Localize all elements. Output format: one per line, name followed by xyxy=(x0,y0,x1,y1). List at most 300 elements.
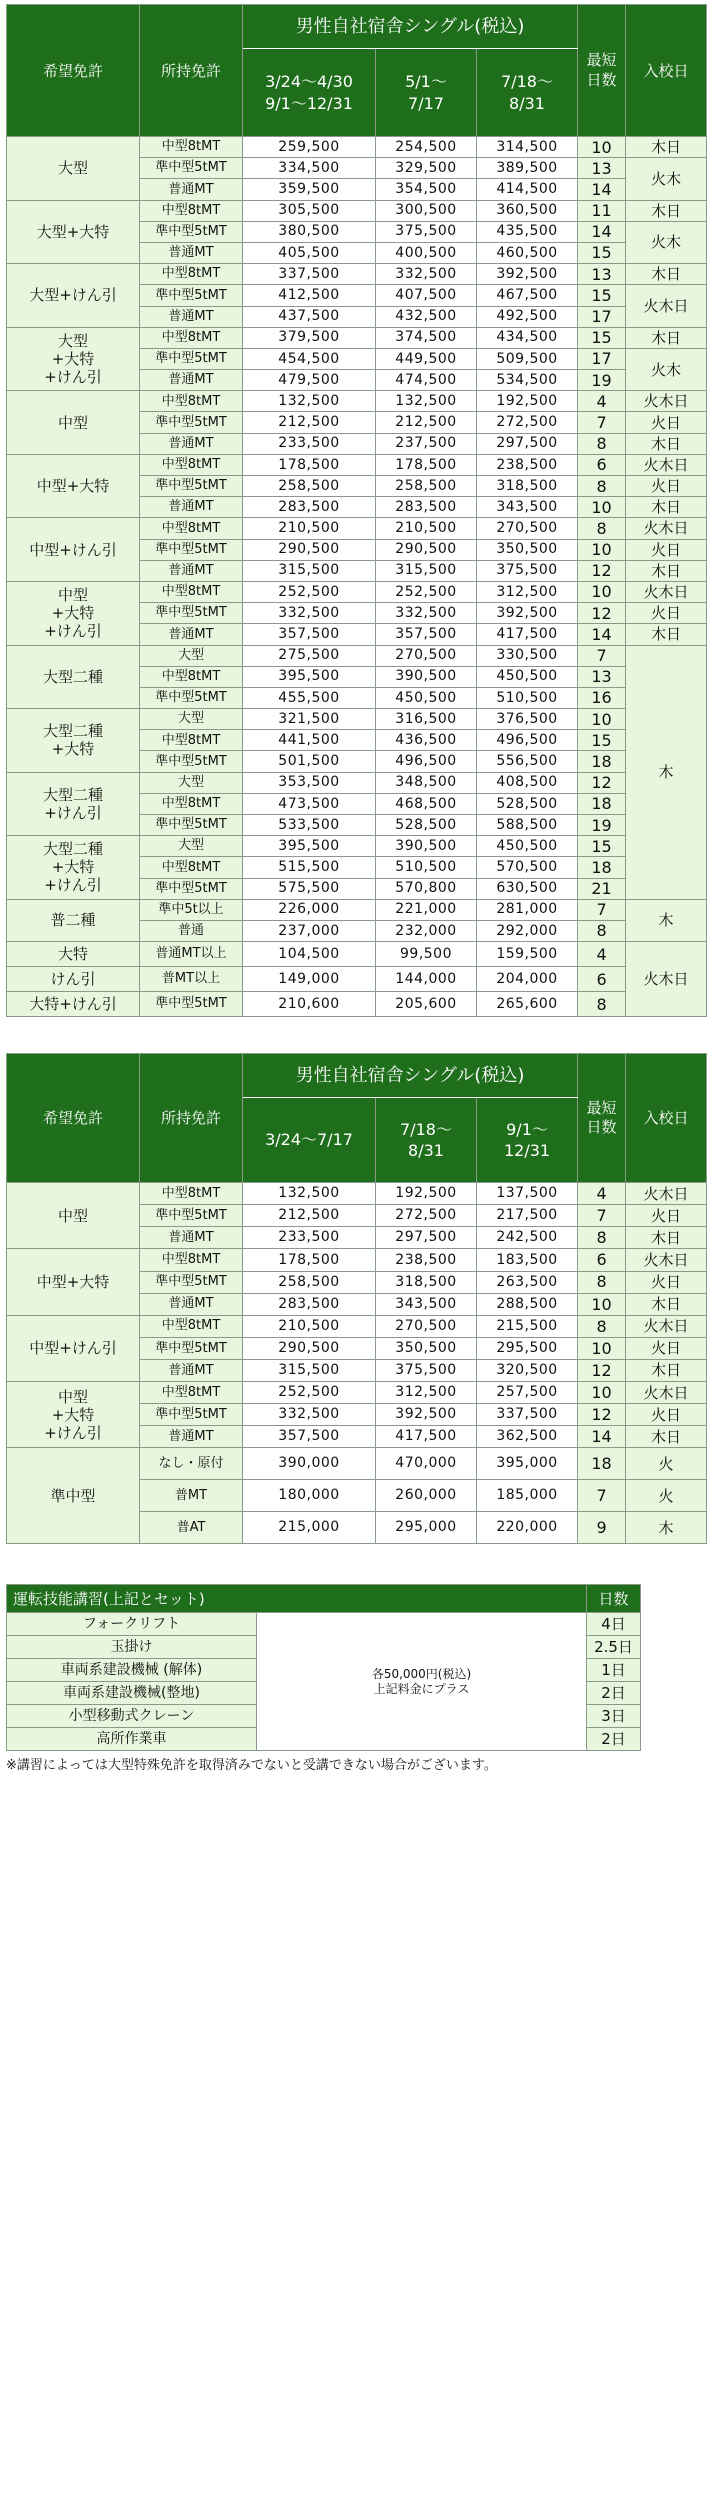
header-period-1: 3/24〜4/30 9/1〜12/31 xyxy=(243,49,376,137)
min-days: 15 xyxy=(578,836,626,857)
min-days: 13 xyxy=(578,666,626,687)
price-period-3: 360,500 xyxy=(477,200,578,221)
held-license: 中型8tMT xyxy=(140,1315,243,1337)
price-period-1: 104,500 xyxy=(243,942,376,967)
held-license: 中型8tMT xyxy=(140,666,243,687)
held-license: 準中型5tMT xyxy=(140,815,243,836)
min-days: 19 xyxy=(578,815,626,836)
min-days: 9 xyxy=(578,1512,626,1544)
entrance-day: 木日 xyxy=(626,1426,707,1448)
price-period-3: 556,500 xyxy=(477,751,578,772)
price-period-1: 455,500 xyxy=(243,687,376,708)
entrance-day: 火日 xyxy=(626,539,707,560)
min-days: 10 xyxy=(578,497,626,518)
price-period-1: 132,500 xyxy=(243,391,376,412)
min-days: 8 xyxy=(578,476,626,497)
held-license: なし・原付 xyxy=(140,1448,243,1480)
held-license: 準中型5tMT xyxy=(140,539,243,560)
price-period-2: 374,500 xyxy=(376,327,477,348)
price-period-1: 258,500 xyxy=(243,1271,376,1293)
price-period-2: 450,500 xyxy=(376,687,477,708)
entrance-day: 火木日 xyxy=(626,285,707,327)
table-row xyxy=(7,518,707,539)
min-days: 8 xyxy=(578,518,626,539)
entrance-day: 木日 xyxy=(626,624,707,645)
course-note: ※講習によっては大型特殊免許を取得済みでないと受講できない場合がございます。 xyxy=(6,1758,497,1774)
price-period-2: 192,500 xyxy=(376,1183,477,1205)
min-days: 15 xyxy=(578,242,626,263)
price-period-3: 183,500 xyxy=(477,1249,578,1271)
price-period-1: 315,500 xyxy=(243,560,376,581)
min-days: 10 xyxy=(578,1381,626,1403)
table-row xyxy=(7,137,707,158)
table-row xyxy=(7,327,707,348)
price-period-1: 357,500 xyxy=(243,624,376,645)
price-period-3: 528,500 xyxy=(477,793,578,814)
min-days: 18 xyxy=(578,857,626,878)
table-row xyxy=(7,942,707,967)
price-period-3: 297,500 xyxy=(477,433,578,454)
license-category: 中型 xyxy=(7,1183,140,1249)
price-period-3: 389,500 xyxy=(477,158,578,179)
held-license: 大型 xyxy=(140,709,243,730)
price-period-3: 314,500 xyxy=(477,137,578,158)
price-period-3: 630,500 xyxy=(477,878,578,899)
header-held: 所持免許 xyxy=(140,5,243,137)
price-period-1: 283,500 xyxy=(243,1293,376,1315)
course-name: 車両系建設機械 (解体) xyxy=(7,1659,257,1682)
price-period-2: 290,500 xyxy=(376,539,477,560)
price-period-1: 334,500 xyxy=(243,158,376,179)
held-license: 普MT以上 xyxy=(140,967,243,992)
entrance-day: 火木日 xyxy=(626,581,707,602)
price-period-1: 283,500 xyxy=(243,497,376,518)
min-days: 10 xyxy=(578,709,626,730)
price-period-1: 473,500 xyxy=(243,793,376,814)
price-period-1: 233,500 xyxy=(243,1227,376,1249)
min-days: 8 xyxy=(578,433,626,454)
min-days: 6 xyxy=(578,454,626,475)
held-license: 大型 xyxy=(140,836,243,857)
price-period-2: 332,500 xyxy=(376,603,477,624)
price-period-3: 288,500 xyxy=(477,1293,578,1315)
held-license: 中型8tMT xyxy=(140,518,243,539)
price-period-2: 132,500 xyxy=(376,391,477,412)
price-period-2: 238,500 xyxy=(376,1249,477,1271)
fee-table-1-body xyxy=(7,137,707,1017)
price-period-1: 380,500 xyxy=(243,221,376,242)
header-period-2: 5/1〜 7/17 xyxy=(376,49,477,137)
price-period-3: 510,500 xyxy=(477,687,578,708)
held-license: 中型8tMT xyxy=(140,264,243,285)
held-license: 普通MT xyxy=(140,624,243,645)
held-license: 準中型5tMT xyxy=(140,221,243,242)
license-category: 大型 xyxy=(7,137,140,201)
price-period-1: 390,000 xyxy=(243,1448,376,1480)
license-category: 中型 +大特 +けん引 xyxy=(7,581,140,645)
license-category: 中型+けん引 xyxy=(7,518,140,582)
price-period-1: 321,500 xyxy=(243,709,376,730)
price-period-2: 260,000 xyxy=(376,1480,477,1512)
price-period-3: 392,500 xyxy=(477,264,578,285)
min-days: 7 xyxy=(578,1205,626,1227)
held-license: 中型8tMT xyxy=(140,391,243,412)
price-period-1: 290,500 xyxy=(243,1337,376,1359)
price-period-2: 312,500 xyxy=(376,1381,477,1403)
price-period-3: 460,500 xyxy=(477,242,578,263)
price-period-1: 259,500 xyxy=(243,137,376,158)
min-days: 10 xyxy=(578,581,626,602)
course-table xyxy=(6,1584,641,1751)
price-period-2: 392,500 xyxy=(376,1404,477,1426)
held-license: 普通MT xyxy=(140,306,243,327)
held-license: 準中型5tMT xyxy=(140,348,243,369)
min-days: 7 xyxy=(578,645,626,666)
price-period-1: 210,500 xyxy=(243,1315,376,1337)
held-license: 普通MT xyxy=(140,370,243,391)
held-license: 大型 xyxy=(140,772,243,793)
min-days: 10 xyxy=(578,1293,626,1315)
price-period-2: 272,500 xyxy=(376,1205,477,1227)
table-row xyxy=(7,200,707,221)
table-row xyxy=(7,772,707,793)
price-period-2: 283,500 xyxy=(376,497,477,518)
price-period-3: 295,500 xyxy=(477,1337,578,1359)
header-desired: 希望免許 xyxy=(7,1054,140,1183)
table-row xyxy=(7,1249,707,1271)
held-license: 準中5t以上 xyxy=(140,899,243,920)
min-days: 14 xyxy=(578,221,626,242)
held-license: 大型 xyxy=(140,645,243,666)
price-period-3: 492,500 xyxy=(477,306,578,327)
price-period-3: 350,500 xyxy=(477,539,578,560)
license-category: 大特 xyxy=(7,942,140,967)
entrance-day: 木日 xyxy=(626,264,707,285)
price-period-3: 220,000 xyxy=(477,1512,578,1544)
min-days: 16 xyxy=(578,687,626,708)
held-license: 準中型5tMT xyxy=(140,476,243,497)
price-period-2: 350,500 xyxy=(376,1337,477,1359)
table-row xyxy=(7,1381,707,1403)
min-days: 15 xyxy=(578,730,626,751)
course-days: 1日 xyxy=(587,1659,641,1682)
price-period-2: 468,500 xyxy=(376,793,477,814)
held-license: 準中型5tMT xyxy=(140,878,243,899)
price-period-1: 237,000 xyxy=(243,920,376,941)
price-period-1: 210,500 xyxy=(243,518,376,539)
held-license: 中型8tMT xyxy=(140,137,243,158)
price-period-1: 180,000 xyxy=(243,1480,376,1512)
price-period-1: 178,500 xyxy=(243,454,376,475)
held-license: 普通MT xyxy=(140,560,243,581)
course-name: 玉掛け xyxy=(7,1636,257,1659)
entrance-day: 木日 xyxy=(626,200,707,221)
price-period-3: 185,000 xyxy=(477,1480,578,1512)
price-period-3: 408,500 xyxy=(477,772,578,793)
entrance-day: 木日 xyxy=(626,497,707,518)
held-license: 中型8tMT xyxy=(140,581,243,602)
price-period-3: 534,500 xyxy=(477,370,578,391)
held-license: 中型8tMT xyxy=(140,1381,243,1403)
price-period-2: 237,500 xyxy=(376,433,477,454)
price-period-1: 305,500 xyxy=(243,200,376,221)
price-period-3: 395,000 xyxy=(477,1448,578,1480)
price-period-3: 343,500 xyxy=(477,497,578,518)
price-period-3: 272,500 xyxy=(477,412,578,433)
held-license: 普AT xyxy=(140,1512,243,1544)
entrance-day: 火 xyxy=(626,1448,707,1480)
held-license: 中型8tMT xyxy=(140,327,243,348)
price-period-2: 474,500 xyxy=(376,370,477,391)
held-license: 準中型5tMT xyxy=(140,285,243,306)
license-category: 中型+けん引 xyxy=(7,1315,140,1381)
course-row xyxy=(7,1613,641,1636)
price-period-2: 252,500 xyxy=(376,581,477,602)
price-period-2: 254,500 xyxy=(376,137,477,158)
entrance-day: 火木 xyxy=(626,348,707,390)
fee-table-2-body xyxy=(7,1183,707,1544)
min-days: 10 xyxy=(578,1337,626,1359)
min-days: 8 xyxy=(578,920,626,941)
held-license: 普通MT xyxy=(140,1227,243,1249)
license-category: 大型 +大特 +けん引 xyxy=(7,327,140,391)
min-days: 15 xyxy=(578,285,626,306)
price-period-2: 315,500 xyxy=(376,560,477,581)
price-period-3: 312,500 xyxy=(477,581,578,602)
price-period-1: 275,500 xyxy=(243,645,376,666)
price-period-2: 432,500 xyxy=(376,306,477,327)
price-period-3: 496,500 xyxy=(477,730,578,751)
price-period-3: 362,500 xyxy=(477,1426,578,1448)
min-days: 6 xyxy=(578,967,626,992)
min-days: 14 xyxy=(578,624,626,645)
price-period-1: 215,000 xyxy=(243,1512,376,1544)
held-license: 中型8tMT xyxy=(140,1183,243,1205)
entrance-day: 木 xyxy=(626,645,707,899)
entrance-day: 火日 xyxy=(626,412,707,433)
price-period-1: 441,500 xyxy=(243,730,376,751)
price-period-3: 137,500 xyxy=(477,1183,578,1205)
table-row xyxy=(7,967,707,992)
license-category: けん引 xyxy=(7,967,140,992)
price-period-1: 575,500 xyxy=(243,878,376,899)
license-category: 大型二種 +大特 xyxy=(7,709,140,773)
header-min-days: 最短 日数 xyxy=(578,1054,626,1183)
price-period-2: 318,500 xyxy=(376,1271,477,1293)
price-period-2: 270,500 xyxy=(376,1315,477,1337)
price-period-3: 392,500 xyxy=(477,603,578,624)
price-period-2: 329,500 xyxy=(376,158,477,179)
course-price: 各50,000円(税込) 上記料金にプラス xyxy=(257,1613,587,1751)
min-days: 4 xyxy=(578,391,626,412)
min-days: 10 xyxy=(578,539,626,560)
min-days: 18 xyxy=(578,1448,626,1480)
table-row xyxy=(7,391,707,412)
course-days: 3日 xyxy=(587,1705,641,1728)
header-period-1: 3/24〜7/17 xyxy=(243,1098,376,1183)
license-category: 中型+大特 xyxy=(7,454,140,518)
price-period-3: 238,500 xyxy=(477,454,578,475)
min-days: 12 xyxy=(578,603,626,624)
price-period-1: 132,500 xyxy=(243,1183,376,1205)
price-period-1: 252,500 xyxy=(243,581,376,602)
table-row xyxy=(7,836,707,857)
fee-table-1 xyxy=(6,4,707,1017)
price-period-1: 258,500 xyxy=(243,476,376,497)
entrance-day: 木日 xyxy=(626,1359,707,1381)
course-days: 2.5日 xyxy=(587,1636,641,1659)
header-min-days: 最短 日数 xyxy=(578,5,626,137)
price-period-1: 210,600 xyxy=(243,992,376,1017)
price-period-2: 496,500 xyxy=(376,751,477,772)
held-license: 中型8tMT xyxy=(140,454,243,475)
held-license: 中型8tMT xyxy=(140,200,243,221)
header-plan: 男性自社宿舎シングル(税込) xyxy=(243,5,578,49)
table-row xyxy=(7,709,707,730)
price-period-2: 297,500 xyxy=(376,1227,477,1249)
price-period-2: 354,500 xyxy=(376,179,477,200)
entrance-day: 木日 xyxy=(626,560,707,581)
fee-table-2 xyxy=(6,1053,707,1544)
table-row xyxy=(7,992,707,1017)
course-days: 2日 xyxy=(587,1728,641,1751)
price-period-3: 265,600 xyxy=(477,992,578,1017)
entrance-day: 火木日 xyxy=(626,1249,707,1271)
price-period-3: 320,500 xyxy=(477,1359,578,1381)
held-license: 普通MT xyxy=(140,497,243,518)
price-period-3: 192,500 xyxy=(477,391,578,412)
entrance-day: 火木日 xyxy=(626,1381,707,1403)
price-period-2: 232,000 xyxy=(376,920,477,941)
min-days: 14 xyxy=(578,1426,626,1448)
license-category: 大型二種 +大特 +けん引 xyxy=(7,836,140,900)
price-period-3: 204,000 xyxy=(477,967,578,992)
header-plan: 男性自社宿舎シングル(税込) xyxy=(243,1054,578,1098)
price-period-3: 318,500 xyxy=(477,476,578,497)
price-period-2: 357,500 xyxy=(376,624,477,645)
held-license: 準中型5tMT xyxy=(140,1337,243,1359)
price-period-3: 588,500 xyxy=(477,815,578,836)
entrance-day: 火木日 xyxy=(626,518,707,539)
held-license: 普通MT xyxy=(140,1426,243,1448)
header-period-2: 7/18〜 8/31 xyxy=(376,1098,477,1183)
course-name: フォークリフト xyxy=(7,1613,257,1636)
price-period-2: 343,500 xyxy=(376,1293,477,1315)
license-category: 中型+大特 xyxy=(7,1249,140,1315)
price-period-3: 215,500 xyxy=(477,1315,578,1337)
entrance-day: 木 xyxy=(626,899,707,941)
held-license: 準中型5tMT xyxy=(140,1205,243,1227)
price-period-1: 357,500 xyxy=(243,1426,376,1448)
entrance-day: 火日 xyxy=(626,1205,707,1227)
license-category: 大型二種 +けん引 xyxy=(7,772,140,836)
price-period-3: 434,500 xyxy=(477,327,578,348)
price-period-1: 359,500 xyxy=(243,179,376,200)
price-period-2: 528,500 xyxy=(376,815,477,836)
entrance-day: 火木 xyxy=(626,221,707,263)
price-period-1: 226,000 xyxy=(243,899,376,920)
price-period-2: 270,500 xyxy=(376,645,477,666)
price-period-2: 375,500 xyxy=(376,221,477,242)
price-period-1: 454,500 xyxy=(243,348,376,369)
entrance-day: 木日 xyxy=(626,1293,707,1315)
entrance-day: 火木日 xyxy=(626,1183,707,1205)
price-period-3: 414,500 xyxy=(477,179,578,200)
min-days: 4 xyxy=(578,942,626,967)
header-period-3: 9/1〜 12/31 xyxy=(477,1098,578,1183)
min-days: 11 xyxy=(578,200,626,221)
price-period-1: 315,500 xyxy=(243,1359,376,1381)
license-category: 普二種 xyxy=(7,899,140,941)
price-period-1: 332,500 xyxy=(243,603,376,624)
price-period-3: 570,500 xyxy=(477,857,578,878)
price-period-1: 437,500 xyxy=(243,306,376,327)
entrance-day: 火日 xyxy=(626,1271,707,1293)
price-period-2: 210,500 xyxy=(376,518,477,539)
price-period-1: 353,500 xyxy=(243,772,376,793)
header-held: 所持免許 xyxy=(140,1054,243,1183)
price-period-3: 375,500 xyxy=(477,560,578,581)
entrance-day: 火木日 xyxy=(626,391,707,412)
price-period-3: 330,500 xyxy=(477,645,578,666)
held-license: 普通MT xyxy=(140,433,243,454)
price-period-1: 233,500 xyxy=(243,433,376,454)
table-row xyxy=(7,645,707,666)
held-license: 普MT xyxy=(140,1480,243,1512)
min-days: 15 xyxy=(578,327,626,348)
price-period-2: 436,500 xyxy=(376,730,477,751)
price-period-2: 316,500 xyxy=(376,709,477,730)
held-license: 準中型5tMT xyxy=(140,158,243,179)
table-row xyxy=(7,264,707,285)
held-license: 準中型5tMT xyxy=(140,412,243,433)
held-license: 準中型5tMT xyxy=(140,1271,243,1293)
held-license: 準中型5tMT xyxy=(140,992,243,1017)
held-license: 準中型5tMT xyxy=(140,603,243,624)
license-category: 大型二種 xyxy=(7,645,140,709)
min-days: 6 xyxy=(578,1249,626,1271)
price-period-1: 515,500 xyxy=(243,857,376,878)
price-period-2: 510,500 xyxy=(376,857,477,878)
min-days: 18 xyxy=(578,751,626,772)
license-category: 大特+けん引 xyxy=(7,992,140,1017)
held-license: 普通MT xyxy=(140,242,243,263)
entrance-day: 火日 xyxy=(626,603,707,624)
header-entrance: 入校日 xyxy=(626,1054,707,1183)
entrance-day: 火日 xyxy=(626,476,707,497)
min-days: 7 xyxy=(578,899,626,920)
price-period-3: 417,500 xyxy=(477,624,578,645)
price-period-2: 295,000 xyxy=(376,1512,477,1544)
min-days: 14 xyxy=(578,179,626,200)
price-period-1: 479,500 xyxy=(243,370,376,391)
header-desired: 希望免許 xyxy=(7,5,140,137)
table-row xyxy=(7,1183,707,1205)
price-period-3: 257,500 xyxy=(477,1381,578,1403)
price-period-3: 435,500 xyxy=(477,221,578,242)
price-period-3: 467,500 xyxy=(477,285,578,306)
held-license: 中型8tMT xyxy=(140,857,243,878)
price-period-2: 400,500 xyxy=(376,242,477,263)
license-category: 準中型 xyxy=(7,1448,140,1544)
course-days: 2日 xyxy=(587,1682,641,1705)
price-period-3: 376,500 xyxy=(477,709,578,730)
entrance-day: 木日 xyxy=(626,327,707,348)
price-period-2: 332,500 xyxy=(376,264,477,285)
price-period-3: 270,500 xyxy=(477,518,578,539)
min-days: 18 xyxy=(578,793,626,814)
price-period-3: 450,500 xyxy=(477,666,578,687)
